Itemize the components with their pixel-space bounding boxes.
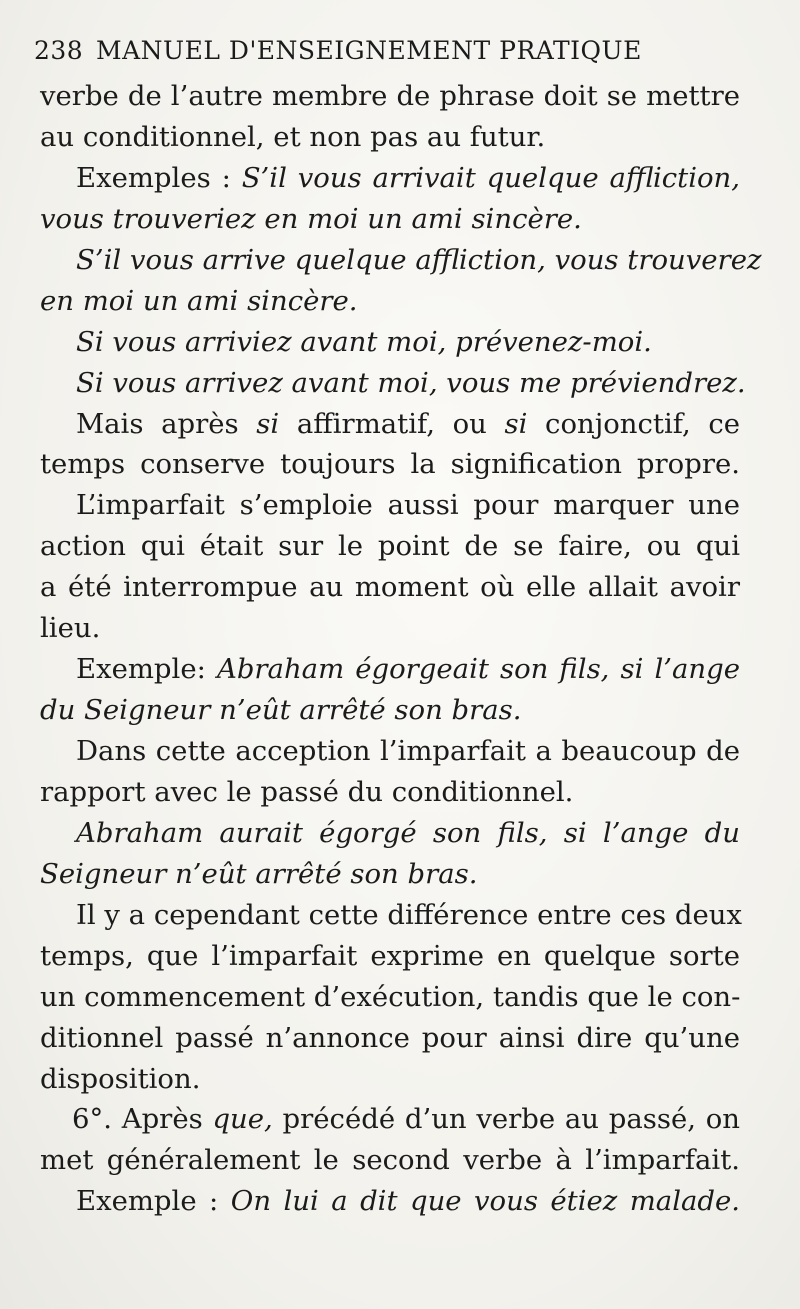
text-line bbox=[40, 1018, 740, 1059]
page-header bbox=[34, 36, 774, 72]
text-line bbox=[40, 567, 740, 608]
running-title: MANUEL D'ENSEIGNEMENT PRATIQUE bbox=[96, 36, 642, 65]
italic-text: Abraham égorgeait son fils, si l’ange bbox=[216, 653, 740, 686]
italic-text: Si vous arrivez avant moi, vous me préviendrez. bbox=[76, 366, 746, 399]
text-line bbox=[40, 731, 740, 772]
text-span: temps, que l’imparfait exprime en quelque sorte bbox=[40, 939, 740, 972]
text-line bbox=[40, 1099, 740, 1140]
italic-text: si bbox=[256, 407, 280, 440]
text-span: verbe de l’autre membre de phrase doit se mettre bbox=[40, 80, 740, 112]
text-line bbox=[40, 772, 740, 813]
page-number: 238 bbox=[34, 36, 84, 65]
text-span: au conditionnel, et non pas au futur. bbox=[40, 120, 546, 153]
italic-text: Seigneur n’eût arrêté son bras. bbox=[40, 857, 478, 890]
text-span: Il y a cependant cette différence entre ces deux bbox=[76, 898, 742, 931]
text-span: met généralement le second verbe à l’imparfait. bbox=[40, 1144, 740, 1177]
text-line bbox=[40, 76, 740, 117]
text-line bbox=[40, 854, 740, 895]
italic-text: du Seigneur n’eût arrêté son bras. bbox=[40, 694, 522, 727]
page-body-text bbox=[40, 76, 762, 1222]
text-line bbox=[40, 444, 740, 485]
text-line bbox=[40, 608, 740, 649]
text-span: action qui était sur le point de se faire, ou qui bbox=[40, 530, 740, 563]
italic-text: On lui a dit que vous étiez malade. bbox=[230, 1185, 741, 1218]
text-line bbox=[40, 649, 740, 690]
italic-text: Si vous arriviez avant moi, prévenez-moi. bbox=[76, 325, 652, 358]
text-line bbox=[40, 526, 740, 567]
italic-text: S’il vous arrivait quelque affliction, bbox=[241, 161, 741, 194]
text-span: 6°. Après bbox=[72, 1103, 213, 1136]
italic-text: vous trouveriez en moi un ami sincère. bbox=[40, 202, 582, 235]
text-span: Exemples : bbox=[76, 161, 242, 194]
text-line bbox=[40, 281, 740, 322]
text-line bbox=[40, 322, 740, 363]
text-span: Exemple: bbox=[76, 653, 217, 686]
text-span: précédé d’un verbe au passé, on bbox=[272, 1103, 740, 1136]
text-line bbox=[40, 1059, 740, 1100]
text-line bbox=[40, 363, 746, 404]
text-line bbox=[40, 117, 740, 158]
text-line bbox=[40, 895, 740, 936]
text-span: temps conserve toujours la signification propre. bbox=[40, 448, 740, 481]
text-span: conjonctif, ce bbox=[527, 407, 740, 440]
text-span: Dans cette acception l’imparfait a beaucoup de bbox=[76, 735, 740, 767]
text-span: disposition. bbox=[40, 1062, 201, 1095]
text-span: lieu. bbox=[40, 612, 101, 645]
text-line bbox=[40, 690, 740, 731]
text-span: Exemple : bbox=[76, 1185, 231, 1218]
text-span: un commencement d’exécution, tandis que le con- bbox=[40, 980, 741, 1013]
italic-text: si bbox=[504, 407, 528, 440]
italic-text: en moi un ami sincère. bbox=[40, 284, 358, 317]
text-span: affirmatif, ou bbox=[279, 407, 505, 440]
italic-text: Abraham aurait égorgé son fils, si l’ange du bbox=[76, 816, 740, 849]
italic-text: que, bbox=[212, 1103, 273, 1136]
text-span: Mais après bbox=[76, 407, 257, 440]
text-span: ditionnel passé n’annonce pour ainsi dire qu’une bbox=[40, 1021, 740, 1054]
italic-text: S’il vous arrive quelque affliction, vous trouverez bbox=[76, 243, 762, 276]
text-line bbox=[40, 977, 740, 1018]
text-line bbox=[40, 199, 740, 240]
text-span: L’imparfait s’emploie aussi pour marquer une bbox=[76, 489, 740, 522]
text-line bbox=[40, 813, 740, 854]
text-line bbox=[40, 1140, 740, 1181]
text-line bbox=[40, 485, 740, 526]
text-line bbox=[40, 240, 762, 281]
text-span: a été interrompue au moment où elle allait avoir bbox=[40, 571, 740, 604]
text-line bbox=[40, 404, 740, 445]
text-line bbox=[40, 158, 740, 199]
text-line bbox=[40, 1181, 740, 1222]
text-span: rapport avec le passé du conditionnel. bbox=[40, 775, 574, 808]
text-line bbox=[40, 936, 740, 977]
